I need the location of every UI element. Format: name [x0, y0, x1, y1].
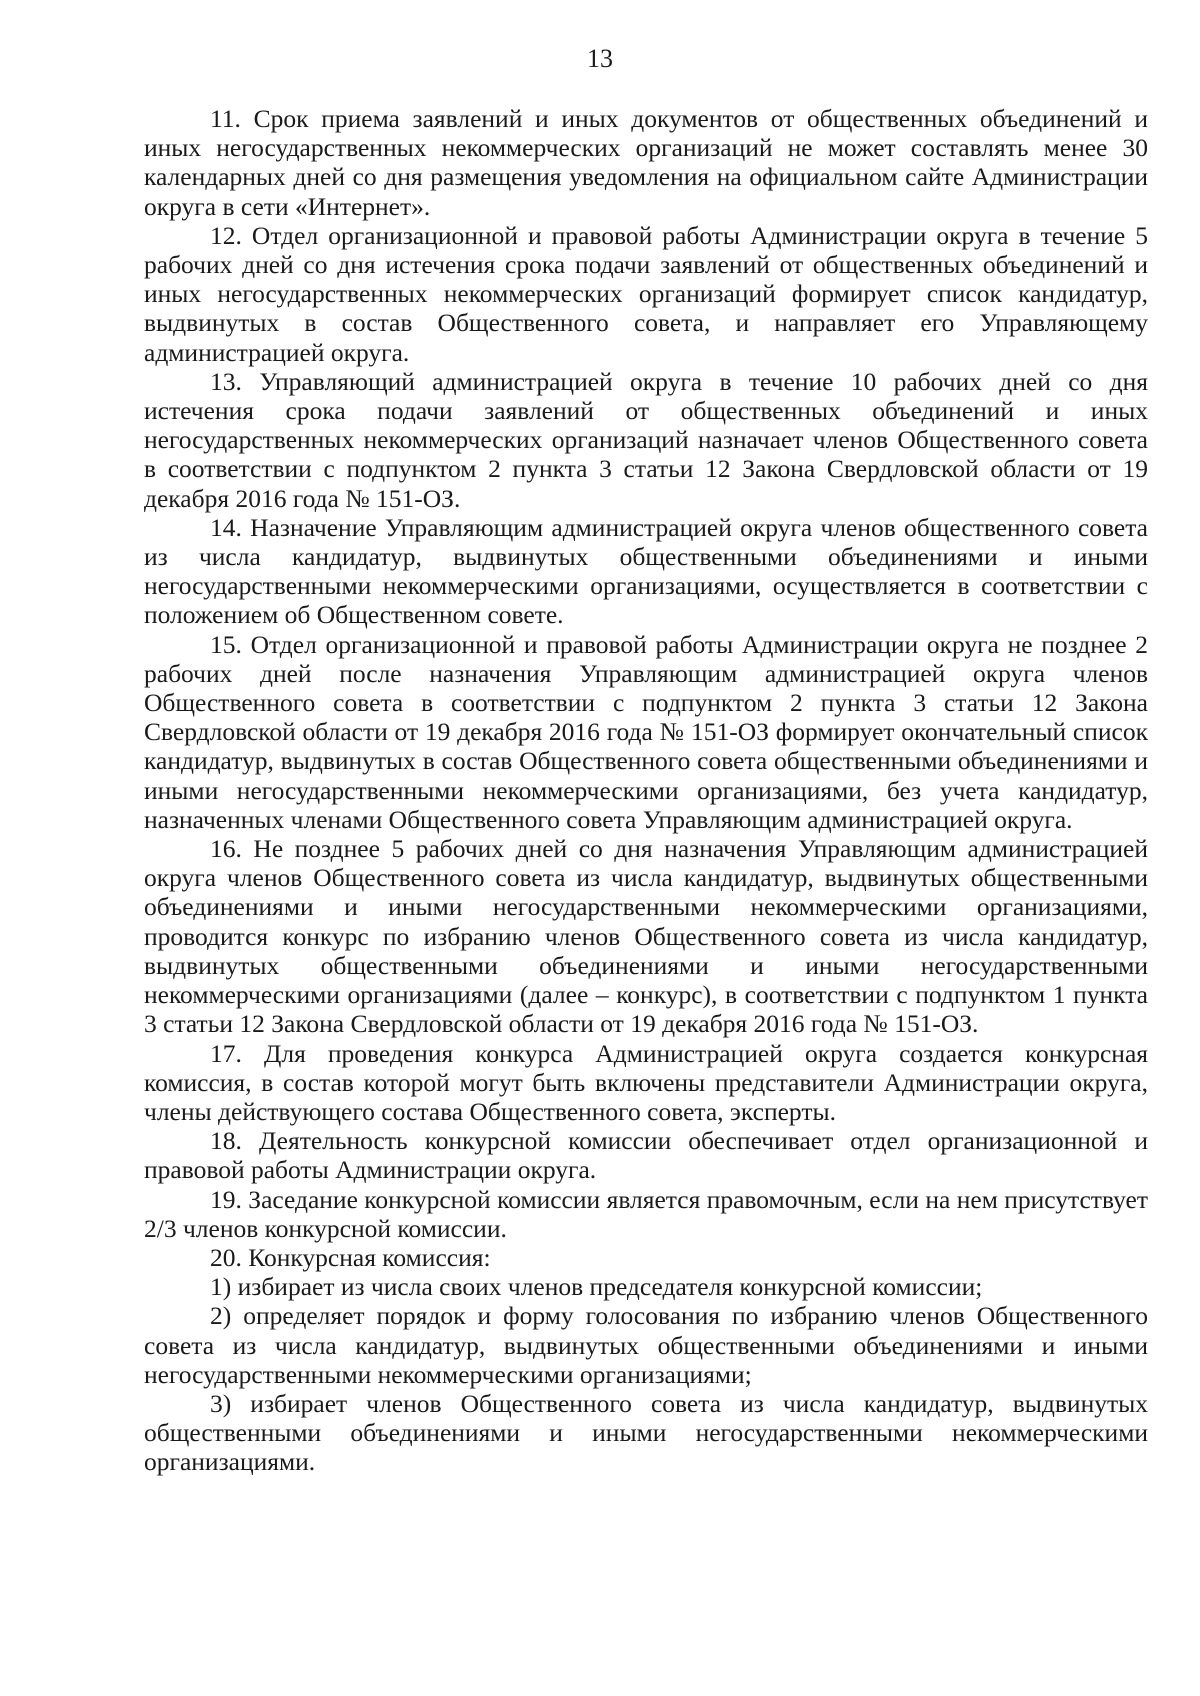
paragraph-20: 20. Конкурсная комиссия:	[210, 1242, 491, 1272]
paragraph-16: 16. Не позднее 5 рабочих дней со дня назначения Управляющим администрацией округа членов Общественного совета из числа кандидатур, выдвинутых общественными объединениями и иными негосударственными некоммерческими организациями, проводится конкурс по избранию членов Общественного совета из числа кандидатур, выдвинутых общественными объединениями и иными негосударственными некоммерческими организациями (далее – конкурс), в соответствии с подпунктом 1 пункта 3 статьи 12 Закона Свердловской области от 19 декабря 2016 года № 151-ОЗ.	[144, 834, 1148, 1039]
paragraph-12: 12. Отдел организационной и правовой работы Администрации округа в течение 5 рабочих дней со дня истечения срока подачи заявлений от общественных объединений и иных негосударственных некоммерческих организаций формирует список кандидатур, выдвинутых в состав Общественного совета, и направляет его Управляющему администрацией округа.	[144, 220, 1148, 367]
paragraph-20-item-1: 1) избирает из числа своих членов председателя конкурсной комиссии;	[210, 1272, 983, 1302]
paragraph-20-item-2: 2) определяет порядок и форму голосования по избранию членов Общественного совета из числа кандидатур, выдвинутых общественными объединениями и иными негосударственными некоммерческими организациями;	[144, 1301, 1148, 1389]
paragraph-15: 15. Отдел организационной и правовой работы Администрации округа не позднее 2 рабочих дней после назначения Управляющим администрацией округа членов Общественного совета в соответствии с подпунктом 2 пункта 3 статьи 12 Закона Свердловской области от 19 декабря 2016 года № 151-ОЗ формирует окончательный список кандидатур, выдвинутых в состав Общественного совета общественными объединениями и иными негосударственными некоммерческими организациями, без учета кандидатур, назначенных членами Общественного совета Управляющим администрацией округа.	[144, 629, 1148, 834]
page-number: 13	[587, 44, 613, 73]
paragraph-13: 13. Управляющий администрацией округа в течение 10 рабочих дней со дня истечения срока подачи заявлений от общественных объединений и иных негосударственных некоммерческих организаций назначает членов Общественного совета в соответствии с подпунктом 2 пункта 3 статьи 12 Закона Свердловской области от 19 декабря 2016 года № 151-ОЗ.	[144, 366, 1148, 513]
paragraph-11: 11. Срок приема заявлений и иных документов от общественных объединений и иных негосударственных некоммерческих организаций не может составлять менее 30 календарных дней со дня размещения уведомления на официальном сайте Администрации округа в сети «Интернет».	[144, 104, 1148, 221]
paragraph-19: 19. Заседание конкурсной комиссии является правомочным, если на нем присутствует 2/3 членов конкурсной комиссии.	[144, 1184, 1148, 1243]
paragraph-17: 17. Для проведения конкурса Администрацией округа создается конкурсная комиссия, в состав которой могут быть включены представители Администрации округа, члены действующего состава Общественного совета, эксперты.	[144, 1038, 1148, 1126]
paragraph-20-item-3: 3) избирает членов Общественного совета из числа кандидатур, выдвинутых общественными объединениями и иными негосударственными некоммерческими организациями.	[144, 1388, 1148, 1477]
paragraph-18: 18. Деятельность конкурсной комиссии обеспечивает отдел организационной и правовой работы Администрации округа.	[144, 1126, 1148, 1185]
paragraph-14: 14. Назначение Управляющим администрацией округа членов общественного совета из числа кандидатур, выдвинутых общественными объединениями и иными негосударственными некоммерческими организациями, осуществляется в соответствии с положением об Общественном совете.	[144, 512, 1148, 630]
document-body	[144, 104, 1148, 1477]
